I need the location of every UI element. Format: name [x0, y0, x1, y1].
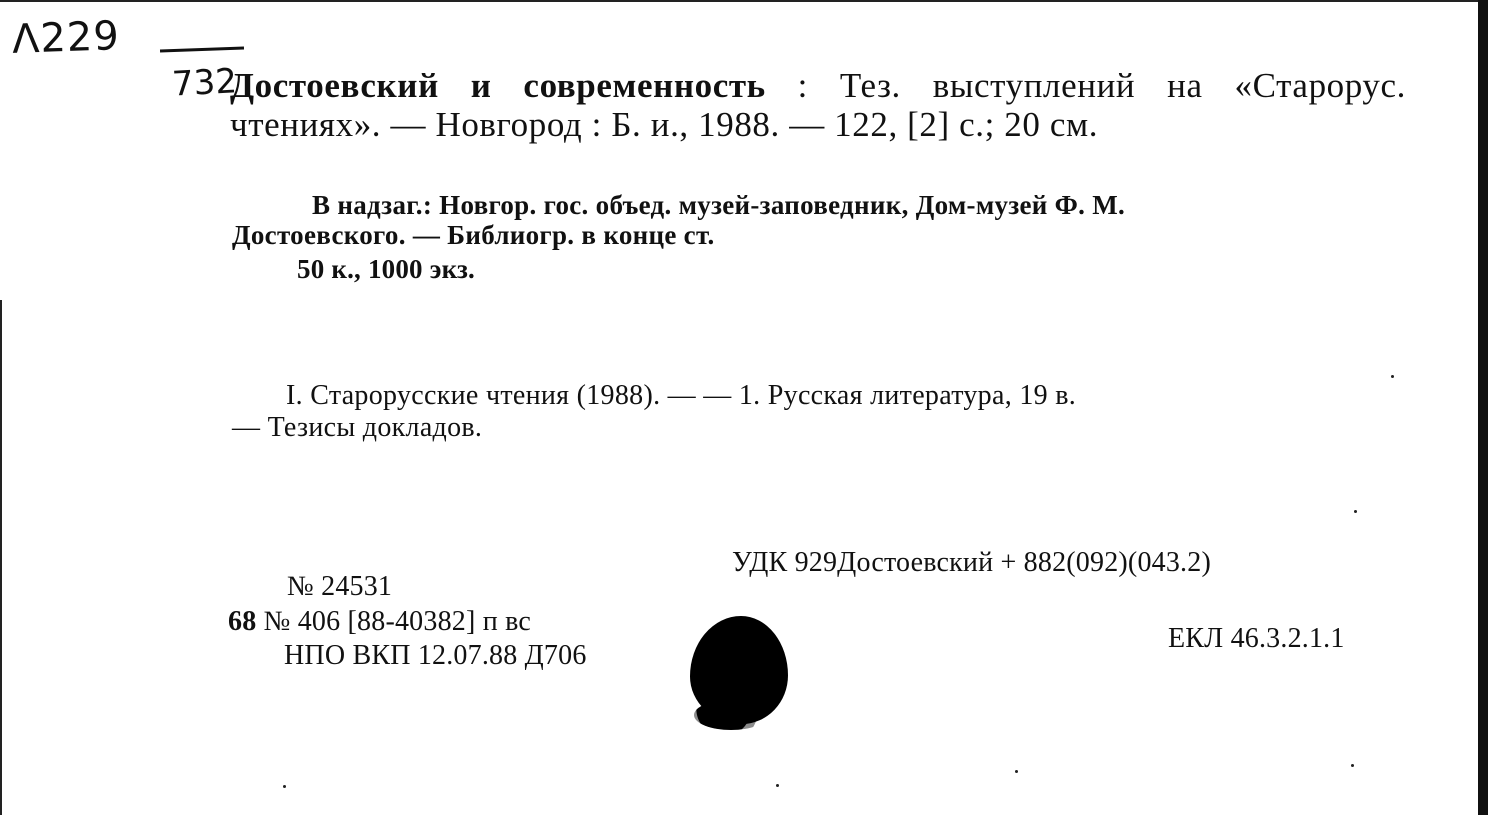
title-bold: Достоевский и современность: [230, 66, 766, 105]
handwritten-subcode: 732: [170, 61, 238, 105]
print-number-prefix: 68: [228, 606, 257, 637]
subject-headings: [232, 380, 1406, 444]
subject-line-2: — Тезисы докладов.: [232, 411, 483, 443]
left-edge: [0, 300, 2, 815]
top-edge: [0, 0, 1488, 2]
dust-speck: [1351, 764, 1354, 767]
title-rest: : Тез. выступлений на «Старорус. чтениях». — Новгород : Б. и., 1988. — 122, [2] с.; 20 см.: [230, 66, 1406, 145]
print-number-line: [228, 607, 531, 638]
card-number: № 24531: [287, 571, 393, 602]
ekl-code: ЕКЛ 46.3.2.1.1: [1168, 623, 1345, 654]
handwritten-code: Λ229: [11, 13, 121, 63]
dust-speck: [1354, 510, 1357, 513]
dust-speck: [776, 784, 779, 787]
note-line-1: В надзаг.: Новгор. гос. объед. музей-заповедник, Дом-музей Ф. М.: [312, 190, 1126, 220]
dust-speck: [1015, 770, 1018, 773]
note-line-2: Достоевского. — Библиогр. в конце ст.: [232, 220, 715, 251]
price-and-print-run: 50 к., 1000 экз.: [297, 254, 475, 284]
dust-speck: [283, 785, 286, 788]
subject-line-1: I. Старорусские чтения (1988). — — 1. Русская литература, 19 в.: [286, 380, 1077, 411]
udc-code: УДК 929Достоевский + 882(092)(043.2): [732, 547, 1211, 578]
right-edge: [1478, 0, 1488, 815]
bibliographic-title: [230, 66, 1406, 144]
handwritten-underline: [160, 47, 244, 53]
ink-blot-tail: [694, 700, 768, 730]
note-block: [232, 190, 1406, 250]
print-number-rest: № 406 [88-40382] п вс: [256, 606, 531, 637]
npo-line: НПО ВКП 12.07.88 Д706: [284, 640, 587, 671]
dust-speck: [1391, 375, 1394, 378]
